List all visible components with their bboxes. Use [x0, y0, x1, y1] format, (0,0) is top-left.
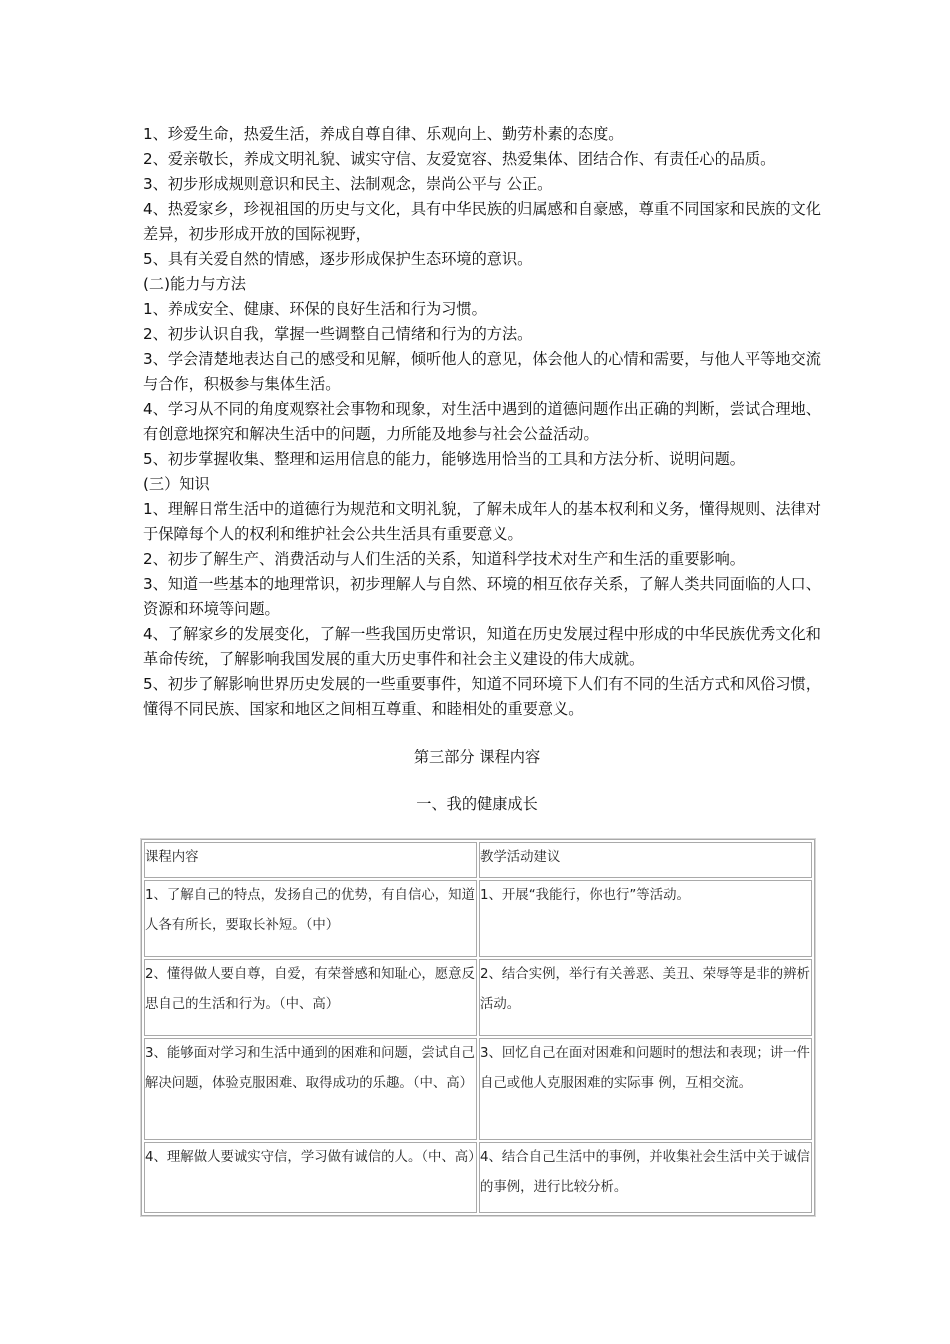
paragraph: 3、初步形成规则意识和民主、法制观念，崇尚公平与 公正。: [143, 175, 553, 193]
paragraph: 2、初步认识自我，掌握一些调整自己情绪和行为的方法。: [143, 325, 533, 343]
table-row: [144, 1038, 812, 1140]
table-cell: 4、结合自己生活中的事例，并收集社会生活中关于诚信的事例，进行比较分析。: [479, 1142, 812, 1213]
part-title: 第三部分 课程内容: [413, 748, 541, 766]
paragraph: 5、初步了解影响世界历史发展的一些重要事件，知道不同环境下人们有不同的生活方式和风俗习惯，懂得不同民族、国家和地区之间相互尊重、和睦相处的重要意义。: [143, 675, 821, 718]
table-header-cell: 课程内容: [144, 842, 477, 878]
table-row: [144, 880, 812, 957]
paragraph: 5、初步掌握收集、整理和运用信息的能力，能够选用恰当的工具和方法分析、说明问题。: [143, 450, 745, 468]
paragraph: 3、知道一些基本的地理常识，初步理解人与自然、环境的相互依存关系，了解人类共同面临的人口、资源和环境等问题。: [143, 575, 821, 618]
paragraph: 3、学会清楚地表达自己的感受和见解，倾听他人的意见，体会他人的心情和需要，与他人平等地交流与合作，积极参与集体生活。: [143, 350, 821, 393]
table-header-cell: 教学活动建议: [479, 842, 812, 878]
paragraph: 2、爱亲敬长，养成文明礼貌、诚实守信、友爱宽容、热爱集体、团结合作、有责任心的品质。: [143, 150, 776, 168]
paragraph: 1、珍爱生命，热爱生活，养成自尊自律、乐观向上、勤劳朴素的态度。: [143, 125, 624, 143]
body-text: [143, 122, 823, 722]
paragraph: 5、具有关爱自然的情感，逐步形成保护生态环境的意识。: [143, 250, 533, 268]
table-header-row: [144, 842, 812, 878]
paragraph: 4、热爱家乡，珍视祖国的历史与文化，具有中华民族的归属感和自豪感，尊重不同国家和民族的文化差异，初步形成开放的国际视野，: [143, 200, 821, 243]
paragraph: 4、了解家乡的发展变化，了解一些我国历史常识，知道在历史发展过程中形成的中华民族优秀文化和革命传统，了解影响我国发展的重大历史事件和社会主义建设的伟大成就。: [143, 625, 821, 668]
paragraph: 4、学习从不同的角度观察社会事物和现象，对生活中遇到的道德问题作出正确的判断，尝试合理地、有创意地探究和解决生活中的问题，力所能及地参与社会公益活动。: [143, 400, 821, 443]
table-row: [144, 1142, 812, 1213]
paragraph: 1、理解日常生活中的道德行为规范和文明礼貌，了解未成年人的基本权利和义务，懂得规则、法律对于保障每个人的权利和维护社会公共生活具有重要意义。: [143, 500, 821, 543]
table-cell: 2、懂得做人要自尊，自爱，有荣誉感和知耻心，愿意反思自己的生活和行为。（中、高）: [144, 959, 477, 1036]
subsection-heading: (二)能力与方法: [143, 275, 246, 293]
paragraph: 1、养成安全、健康、环保的良好生活和行为习惯。: [143, 300, 487, 318]
subsection-heading: (三）知识: [143, 475, 210, 493]
paragraph: 2、初步了解生产、消费活动与人们生活的关系，知道科学技术对生产和生活的重要影响。: [143, 550, 745, 568]
table-cell: 1、开展“我能行，你也行”等活动。: [479, 880, 812, 957]
table-cell: 1、了解自己的特点，发扬自己的优势，有自信心，知道人各有所长，要取长补短。（中）: [144, 880, 477, 957]
table-cell: 4、理解做人要诚实守信，学习做有诚信的人。（中、高）: [144, 1142, 477, 1213]
section-title: 一、我的健康成长: [416, 795, 538, 813]
table-row: [144, 959, 812, 1036]
table-cell: 3、能够面对学习和生活中通到的困难和问题，尝试自己解决问题，体验克服困难、取得成功的乐趣。（中、高）: [144, 1038, 477, 1140]
table-cell: 2、结合实例，举行有关善恶、美丑、荣辱等是非的辨析活动。: [479, 959, 812, 1036]
curriculum-table: [141, 839, 815, 1216]
table-cell: 3、回忆自己在面对困难和问题时的想法和表现；讲一件自己或他人克服困难的实际事 例，互相交流。: [479, 1038, 812, 1140]
